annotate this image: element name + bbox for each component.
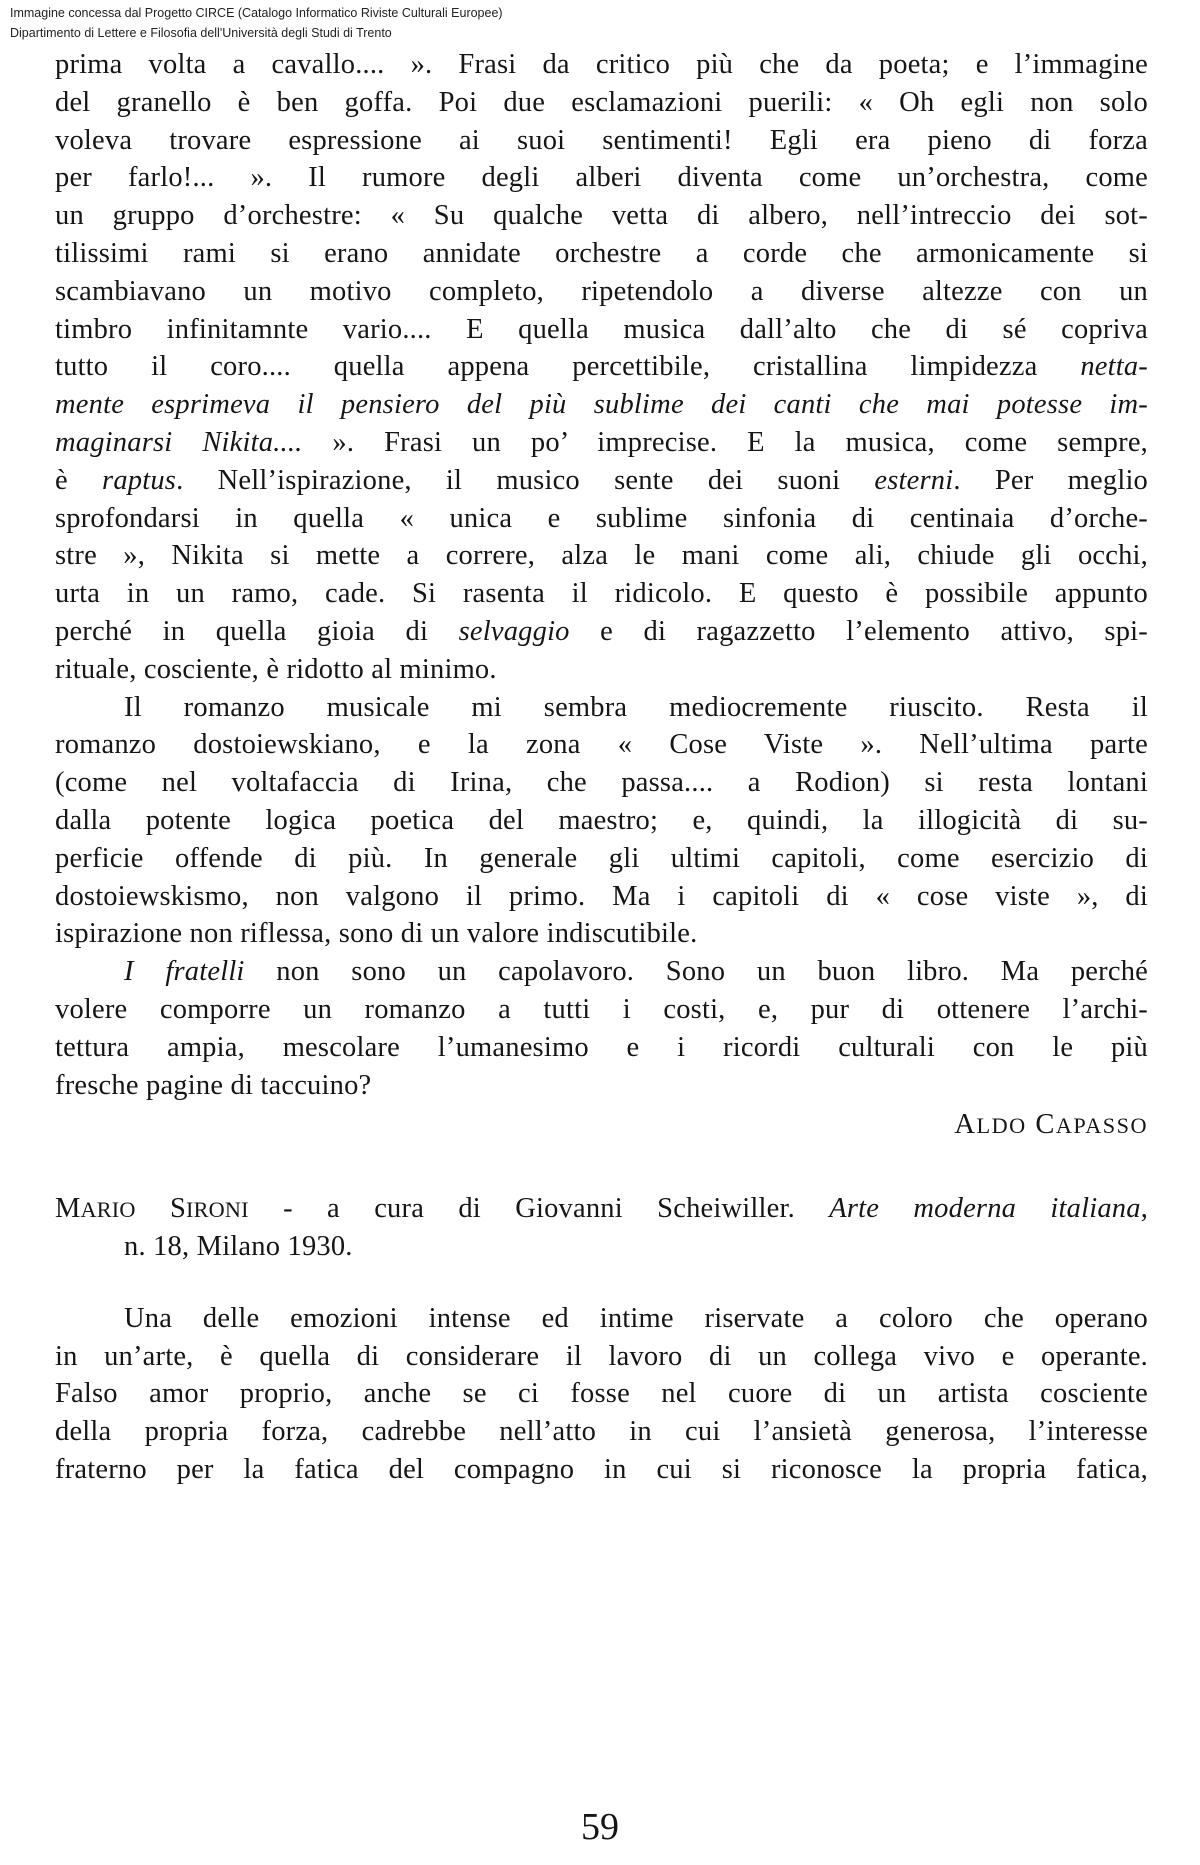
text-line: timbro infinitamnte vario.... E quella musica dall’alto che di sé copriva (55, 313, 1148, 345)
text-line: tettura ampia, mescolare l’umanesimo e i ricordi culturali con le più (55, 1031, 1148, 1063)
italic-segment: raptus (102, 464, 177, 496)
text-segment: è (55, 464, 103, 496)
page-text (55, 46, 1148, 1489)
text-line: sprofondarsi in quella « unica e sublime sinfonia di centinaia d’orche- (55, 502, 1148, 534)
text-line: Una delle emozioni intense ed intime riservate a coloro che operano (124, 1302, 1148, 1334)
digitization-credit-line-2: Dipartimento di Lettere e Filosofia dell'Università degli Studi di Trento (10, 26, 392, 40)
book-title: Arte moderna italiana (829, 1193, 1141, 1225)
text-line (55, 953, 1148, 991)
text-line: romanzo dostoiewskiano, e la zona « Cose Viste ». Nell’ultima parte (55, 729, 1148, 761)
text-segment: e di ragazzetto l’elemento attivo, spi- (569, 615, 1148, 647)
section-gap (55, 1144, 1148, 1190)
text-line: fresche pagine di taccuino? (55, 1069, 372, 1101)
text-line: Falso amor proprio, anche se ci fosse nel cuore di un artista cosciente (55, 1378, 1148, 1410)
text-line: (come nel voltafaccia di Irina, che passa.... a Rodion) si resta lontani (55, 767, 1148, 799)
text-segment: non sono un capolavoro. Sono un buon libro. Ma perché (244, 956, 1148, 988)
italic-segment: esterni (874, 464, 954, 496)
text-segment: . Per meglio (953, 464, 1148, 496)
text-line: Il romanzo musicale mi sembra mediocremente riuscito. Resta il (124, 691, 1148, 723)
digitization-credit-line-1: Immagine concessa dal Progetto CIRCE (Catalogo Informatico Riviste Culturali Europee) (10, 6, 503, 20)
text-segment: ». Frasi un po’ imprecise. E la musica, come sempre, (332, 426, 1148, 458)
author-signature: ALDO CAPASSO (954, 1109, 1148, 1141)
text-line: tilissimi rami si erano annidate orchestre a corde che armonicamente si (55, 237, 1148, 269)
text-segment: perché in quella gioia di (55, 615, 459, 647)
italic-segment: netta- (1080, 351, 1148, 383)
text-line (55, 462, 1148, 500)
review-heading: MARIO SIRONI - a cura di Giovanni Scheiwiller. Arte moderna italiana, (55, 1193, 1148, 1225)
text-line: perficie offende di più. In generale gli ultimi capitoli, come esercizio di (55, 842, 1148, 874)
text-line (55, 424, 1148, 462)
text-line: per farlo!... ». Il rumore degli alberi diventa come un’orchestra, come (55, 162, 1148, 194)
text-line: urta in un ramo, cade. Si rasenta il ridicolo. E questo è possibile appunto (55, 578, 1148, 610)
text-line: rituale, cosciente, è ridotto al minimo. (55, 653, 497, 685)
italic-segment: selvaggio (458, 615, 570, 647)
text-line: un gruppo d’orchestre: « Su qualche vetta di albero, nell’intreccio dei sot- (55, 200, 1148, 232)
text-line: del granello è ben goffa. Poi due esclamazioni puerili: « Oh egli non solo (55, 86, 1148, 118)
text-line (55, 348, 1148, 386)
text-line: fraterno per la fatica del compagno in cui si riconosce la propria fatica, (55, 1453, 1148, 1485)
text-line: in un’arte, è quella di considerare il lavoro di un collega vivo e operante. (55, 1340, 1148, 1372)
text-line: scambiavano un motivo completo, ripetendolo a diverse altezze con un (55, 275, 1148, 307)
text-line: dostoiewskismo, non valgono il primo. Ma i capitoli di « cose viste », di (55, 880, 1148, 912)
text-line (55, 613, 1148, 651)
text-line: della propria forza, cadrebbe nell’atto in cui l’ansietà generosa, l’interesse (55, 1416, 1148, 1448)
section-gap (55, 1266, 1148, 1300)
text-line: stre », Nikita si mette a correre, alza le mani come ali, chiude gli occhi, (55, 540, 1148, 572)
text-line: dalla potente logica poetica del maestro; e, quindi, la illogicità di su- (55, 804, 1148, 836)
text-segment: . Nell’ispirazione, il musico sente dei suoni (176, 464, 875, 496)
italic-line: mente esprimeva il pensiero del più sublime dei canti che mai potesse im- (55, 389, 1148, 421)
text-line: voleva trovare espressione ai suoi sentimenti! Egli era pieno di forza (55, 124, 1148, 156)
review-heading-line-2: n. 18, Milano 1930. (124, 1230, 353, 1262)
text-segment: tutto il coro.... quella appena percettibile, cristallina limpidezza (55, 351, 1081, 383)
page-number: 59 (581, 1806, 619, 1848)
text-line: prima volta a cavallo.... ». Frasi da critico più che da poeta; e l’immagine (55, 49, 1148, 80)
text-line: ispirazione non riflessa, sono di un valore indiscutibile. (55, 918, 698, 950)
text-line: volere comporre un romanzo a tutti i costi, e, pur di ottenere l’archi- (55, 993, 1148, 1025)
book-title: I fratelli (124, 956, 245, 988)
italic-segment: maginarsi Nikita.... (55, 426, 333, 458)
